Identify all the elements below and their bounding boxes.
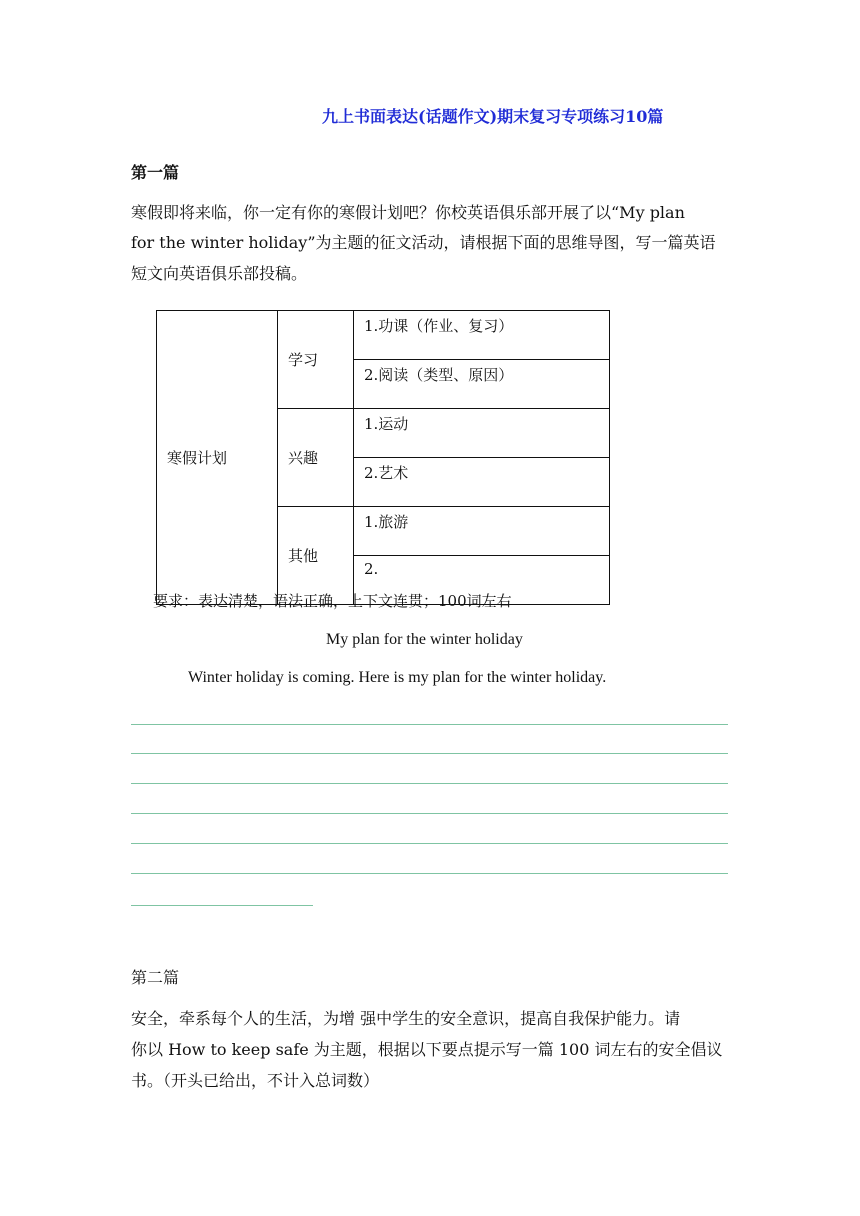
answer-line [131,905,313,906]
answer-line [131,724,728,725]
table-item-cell: 1.功课（作业、复习） [354,311,610,360]
table-category-cell: 兴趣 [278,409,354,507]
essay-title: My plan for the winter holiday [326,631,523,648]
document-title: 九上书面表达(话题作文)期末复习专项练习10篇 [322,107,664,126]
section2-heading: 第二篇 [131,968,180,987]
answer-line [131,873,728,874]
table-item-cell: 2.阅读（类型、原因） [354,360,610,409]
table-item-cell: 1.运动 [354,409,610,458]
table-item-cell: 2.艺术 [354,458,610,507]
winter-plan-table [156,310,610,605]
table-category-cell: 其他 [278,507,354,605]
section1-heading: 第一篇 [131,163,180,182]
answer-line [131,843,728,844]
section1-prompt-line: 短文向英语俱乐部投稿。 [131,264,308,283]
table-category-cell: 学习 [278,311,354,409]
section1-prompt-line: 寒假即将来临，你一定有你的寒假计划吧？你校英语俱乐部开展了以“My plan [131,203,685,222]
section2-prompt-line: 书。（开头已给出，不计入总词数） [131,1071,380,1090]
section2-prompt-line: 安全，牵系每个人的生活，为增 强中学生的安全意识，提高自我保护能力。请 [131,1009,681,1028]
essay-opening: Winter holiday is coming. Here is my plan for the winter holiday. [188,669,607,686]
table-root-cell: 寒假计划 [157,311,278,605]
requirement-text: 要求：表达清楚，语法正确，上下文连贯；100词左右 [153,592,512,610]
table-item-cell: 1.旅游 [354,507,610,556]
section2-prompt-line: 你以 How to keep safe 为主题，根据以下要点提示写一篇 100 词左右的安全倡议 [131,1040,723,1059]
answer-line [131,783,728,784]
section1-prompt-line: for the winter holiday”为主题的征文活动，请根据下面的思维导图，写一篇英语 [131,233,716,252]
table-item-cell: 2. [354,556,610,605]
answer-line [131,813,728,814]
answer-line [131,753,728,754]
